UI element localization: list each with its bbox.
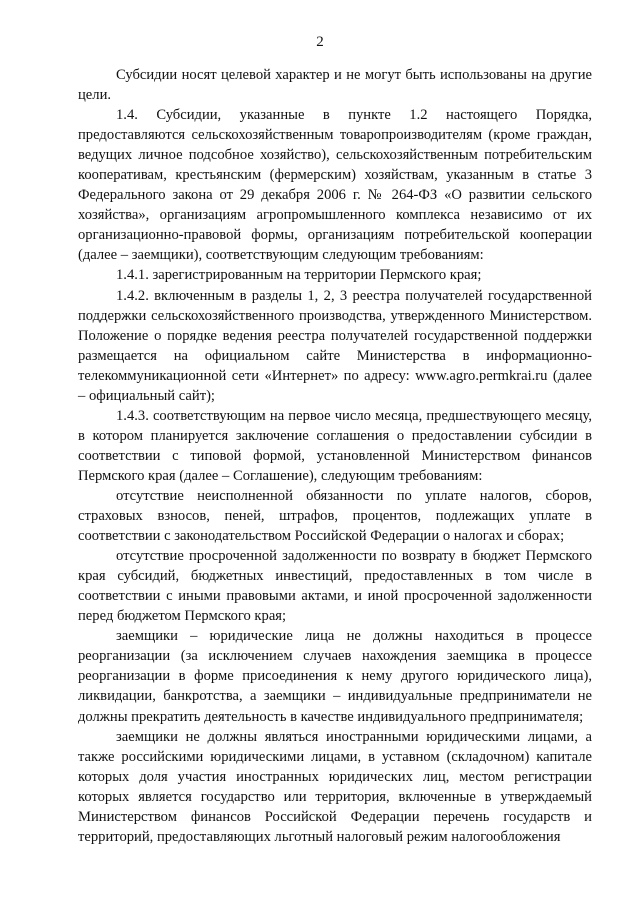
paragraph-1-4-2: 1.4.2. включенным в разделы 1, 2, 3 реестра получателей государственной поддержки сельскохозяйственного производства, утвержденного Министерством. Положение о порядке ведения реестра получателей государственной поддержки размещается на официальном сайте Министерства в информационно-телекоммуникационной сети «Интернет» по адресу: www.agro.permkrai.ru (далее – официальный сайт); bbox=[78, 287, 592, 404]
paragraph-1-4-1: 1.4.1. зарегистрированным на территории Пермского края; bbox=[116, 267, 482, 284]
paragraph-no-budget-debt: отсутствие просроченной задолженности по возврату в бюджет Пермского края субсидий, бюджетных инвестиций, предоставленных в том числе в соответствии с иными правовыми актами, и иной просроченной задолженности перед бюджетом Пермского края; bbox=[78, 548, 592, 625]
paragraph-no-tax-debt: отсутствие неисполненной обязанности по уплате налогов, сборов, страховых взносов, пеней, штрафов, процентов, подлежащих уплате в соответствии с законодательством Российской Федерации о налогах и сборах; bbox=[78, 487, 592, 545]
paragraph-1-4-3: 1.4.3. соответствующим на первое число месяца, предшествующего месяцу, в котором планируется заключение соглашения о предоставлении субсидии в соответствии с типовой формой, установленной Министерством финансов Пермского края (далее – Соглашение), следующим требованиям: bbox=[78, 407, 592, 484]
document-body bbox=[78, 65, 592, 847]
page-number: 2 bbox=[316, 34, 324, 50]
paragraph-purpose: Субсидии носят целевой характер и не могут быть использованы на другие цели. bbox=[78, 67, 592, 104]
paragraph-not-foreign: заемщики не должны являться иностранными юридическими лицами, а также российскими юридическими лицами, в уставном (складочном) капитале которых доля участия иностранных юридических лиц, местом регистрации которых является государство или территория, включенные в утверждаемый Министерством финансов Российской Федерации перечень государств и территорий, предоставляющих льготный налоговый режим налогообложения bbox=[78, 728, 592, 845]
paragraph-1-4: 1.4. Субсидии, указанные в пункте 1.2 настоящего Порядка, предоставляются сельскохозяйственным товаропроизводителям (кроме граждан, ведущих личное подсобное хозяйство), сельскохозяйственным потребительским кооперативам, крестьянским (фермерским) хозяйствам, указанным в статье 3 Федерального закона от 29 декабря 2006 г. № 264-ФЗ «О развитии сельского хозяйства», организациям агропромышленного комплекса независимо от их организационно-правовой формы, организациям потребительской кооперации (далее – заемщики), соответствующим следующим требованиям: bbox=[78, 107, 592, 264]
paragraph-no-reorganization: заемщики – юридические лица не должны находиться в процессе реорганизации (за исключением случаев нахождения заемщика в процессе реорганизации в форме присоединения к нему другого юридического лица), ликвидации, банкротства, а заемщики – индивидуальные предприниматели не должны прекратить деятельность в качестве индивидуального предпринимателя; bbox=[78, 628, 592, 725]
